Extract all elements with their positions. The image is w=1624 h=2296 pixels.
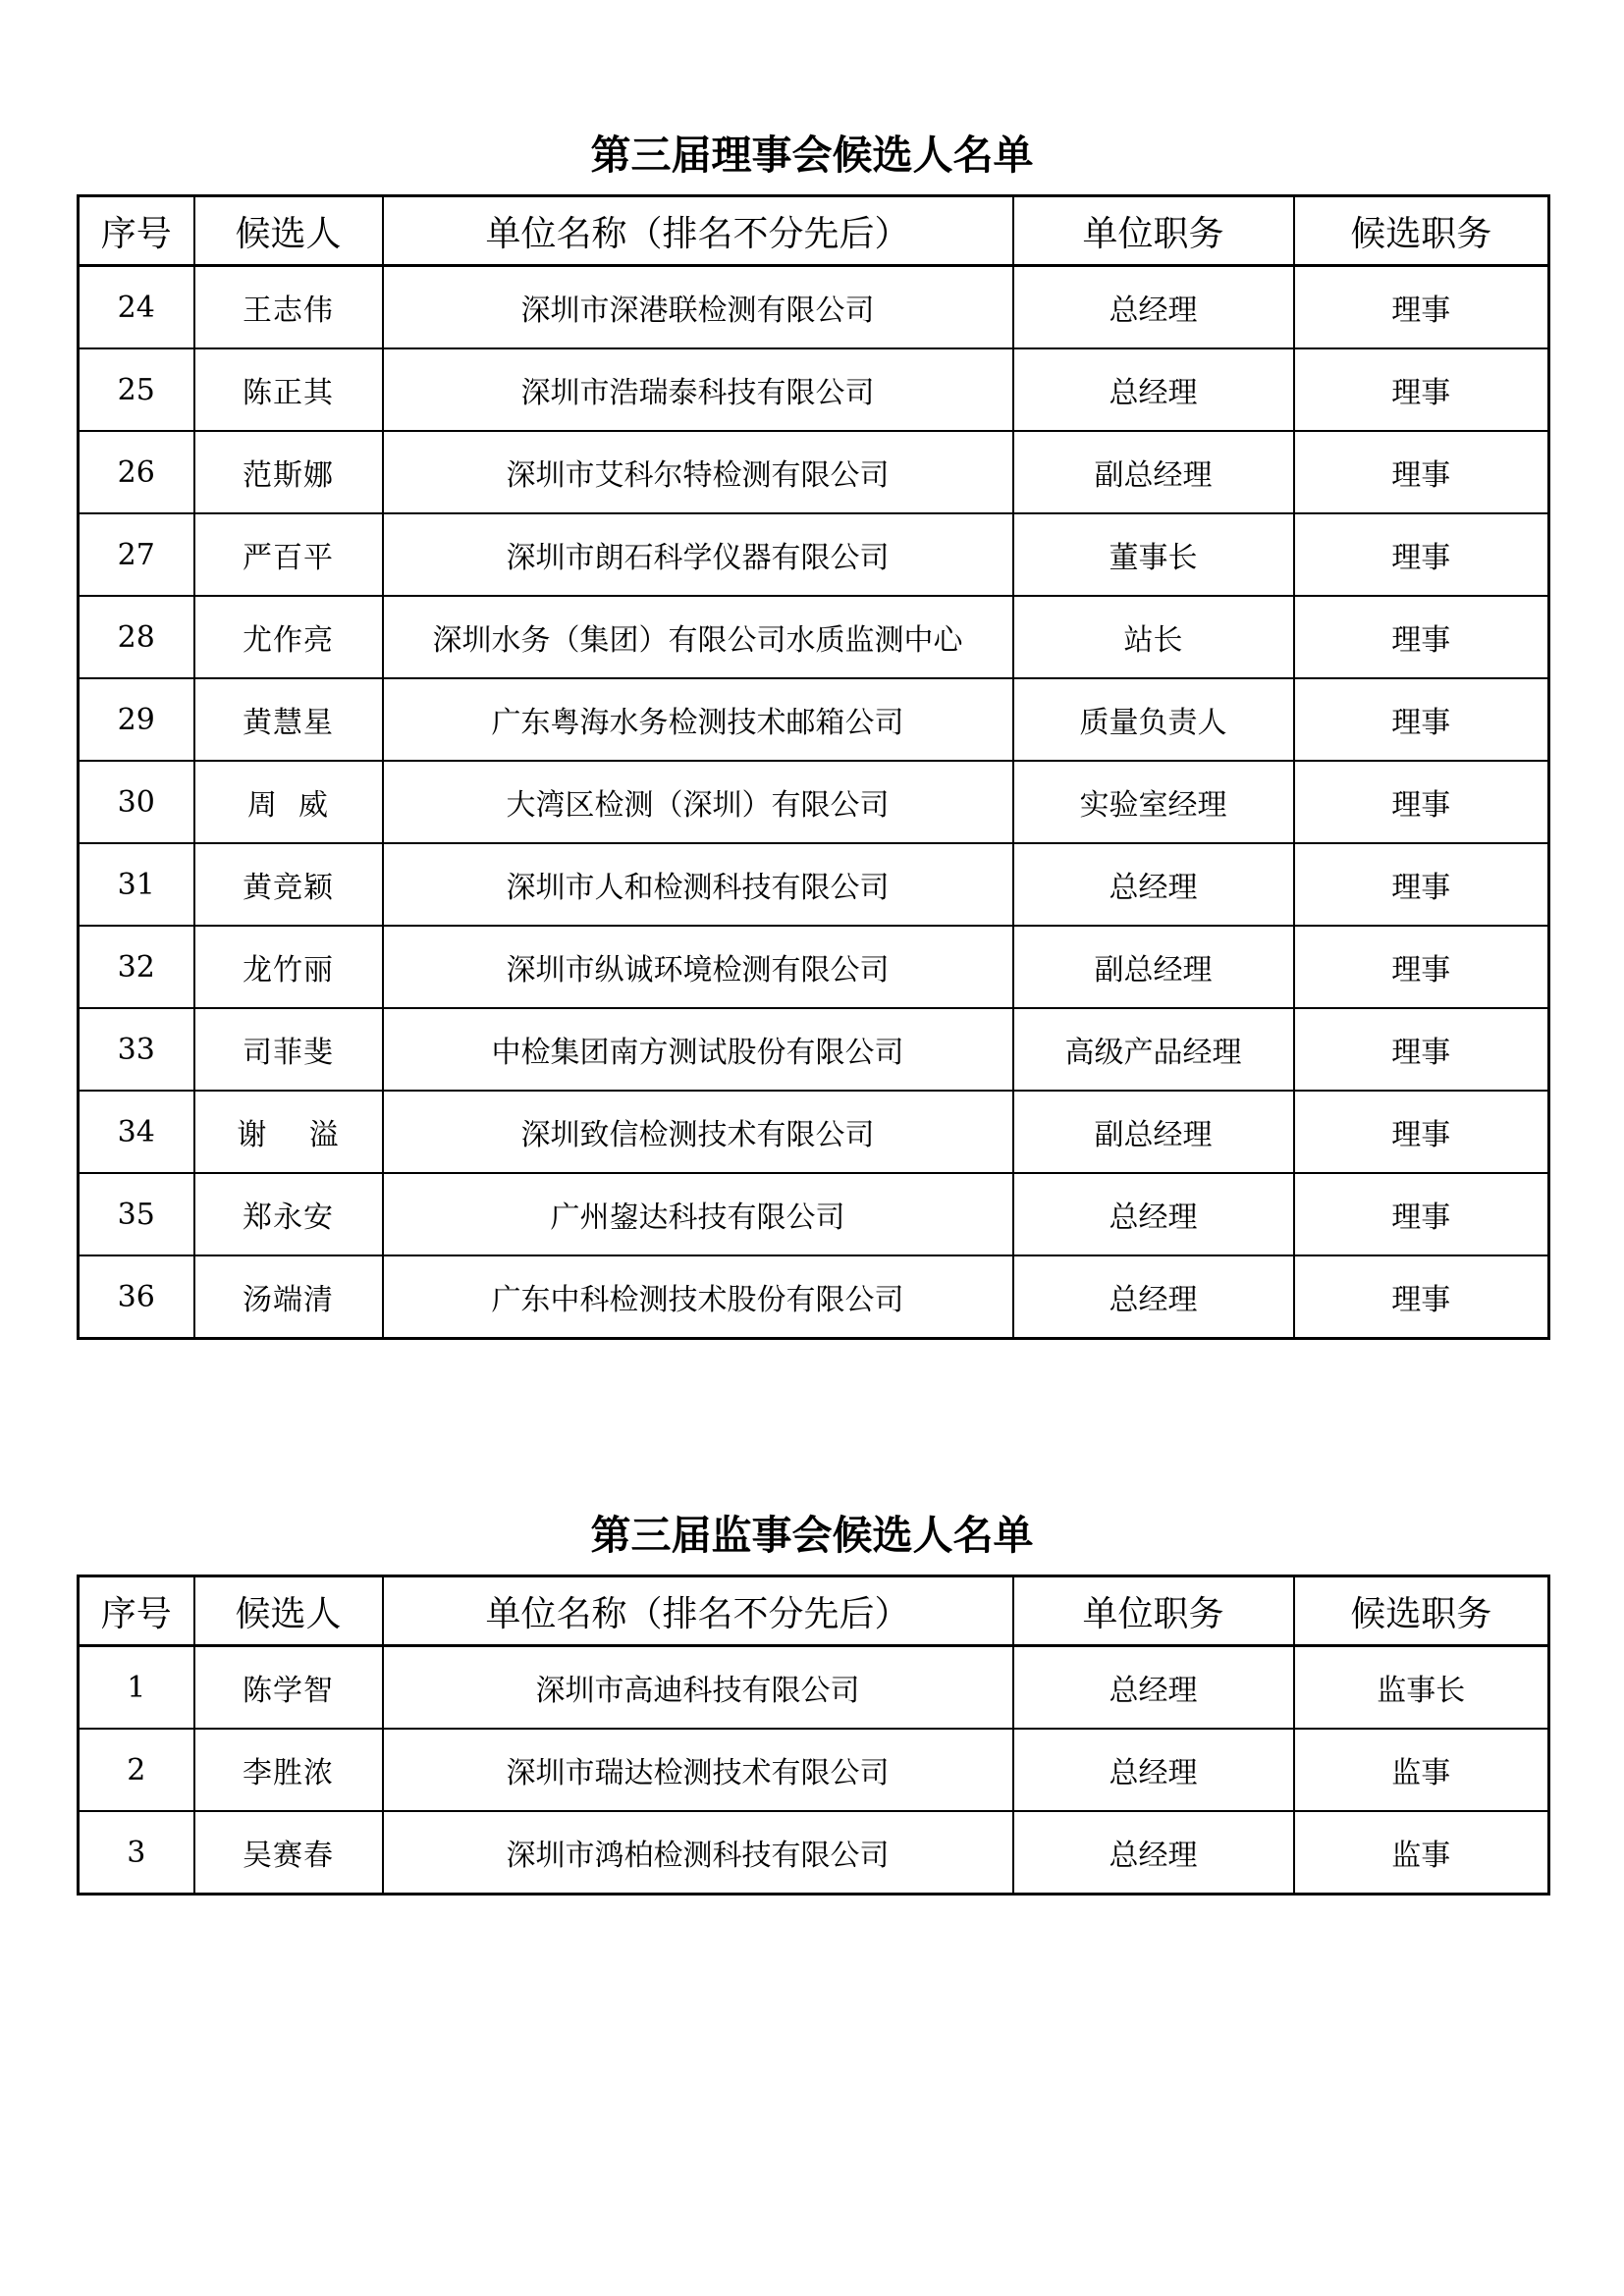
candidate-name: 司菲斐 xyxy=(194,1008,383,1091)
candidate-role: 理事 xyxy=(1294,266,1549,349)
header-organization: 单位名称（排名不分先后） xyxy=(383,1576,1013,1646)
organization-name: 深圳市高迪科技有限公司 xyxy=(383,1646,1013,1730)
table-row xyxy=(79,1646,1549,1730)
org-position: 总经理 xyxy=(1013,1255,1294,1339)
organization-name: 深圳市浩瑞泰科技有限公司 xyxy=(383,348,1013,431)
supervisory-board-list-title: 第三届监事会候选人名单 xyxy=(590,1512,1034,1559)
org-position: 副总经理 xyxy=(1013,1091,1294,1173)
candidate-role: 理事 xyxy=(1294,926,1549,1008)
organization-name: 深圳市深港联检测有限公司 xyxy=(383,266,1013,349)
candidate-role: 监事 xyxy=(1294,1811,1549,1895)
row-number: 30 xyxy=(79,761,194,843)
council-list-title: 第三届理事会候选人名单 xyxy=(590,132,1034,179)
candidate-name: 周 威 xyxy=(194,761,383,843)
organization-name: 广州鋆达科技有限公司 xyxy=(383,1173,1013,1255)
org-position: 副总经理 xyxy=(1013,926,1294,1008)
organization-name: 广东粤海水务检测技术邮箱公司 xyxy=(383,678,1013,761)
candidate-role: 理事 xyxy=(1294,1008,1549,1091)
header-organization: 单位名称（排名不分先后） xyxy=(383,196,1013,266)
row-number: 2 xyxy=(79,1729,194,1811)
header-number: 序号 xyxy=(79,196,194,266)
org-position: 董事长 xyxy=(1013,513,1294,596)
candidate-role: 理事 xyxy=(1294,513,1549,596)
organization-name: 深圳致信检测技术有限公司 xyxy=(383,1091,1013,1173)
org-position: 副总经理 xyxy=(1013,431,1294,513)
candidate-name: 王志伟 xyxy=(194,266,383,349)
candidate-name: 黄竞颖 xyxy=(194,843,383,926)
table-row xyxy=(79,1729,1549,1811)
row-number: 32 xyxy=(79,926,194,1008)
candidate-name: 谢 溢 xyxy=(194,1091,383,1173)
organization-name: 深圳市鸿柏检测科技有限公司 xyxy=(383,1811,1013,1895)
candidate-role: 理事 xyxy=(1294,1091,1549,1173)
candidate-role: 理事 xyxy=(1294,678,1549,761)
council-candidates-table xyxy=(77,194,1550,1340)
table-row xyxy=(79,596,1549,678)
table-header-row xyxy=(79,196,1549,266)
table-row xyxy=(79,761,1549,843)
header-org-position: 单位职务 xyxy=(1013,196,1294,266)
candidate-role: 理事 xyxy=(1294,1255,1549,1339)
supervisory-candidates-table xyxy=(77,1575,1550,1896)
candidate-role: 理事 xyxy=(1294,761,1549,843)
header-candidate: 候选人 xyxy=(194,196,383,266)
candidate-name: 严百平 xyxy=(194,513,383,596)
table-row xyxy=(79,348,1549,431)
org-position: 质量负责人 xyxy=(1013,678,1294,761)
row-number: 31 xyxy=(79,843,194,926)
header-candidate-role: 候选职务 xyxy=(1294,196,1549,266)
candidate-name: 陈学智 xyxy=(194,1646,383,1730)
organization-name: 中检集团南方测试股份有限公司 xyxy=(383,1008,1013,1091)
organization-name: 深圳市朗石科学仪器有限公司 xyxy=(383,513,1013,596)
header-org-position: 单位职务 xyxy=(1013,1576,1294,1646)
row-number: 35 xyxy=(79,1173,194,1255)
organization-name: 深圳市人和检测科技有限公司 xyxy=(383,843,1013,926)
row-number: 25 xyxy=(79,348,194,431)
header-candidate: 候选人 xyxy=(194,1576,383,1646)
table-row xyxy=(79,843,1549,926)
header-number: 序号 xyxy=(79,1576,194,1646)
candidate-name: 郑永安 xyxy=(194,1173,383,1255)
candidate-name: 范斯娜 xyxy=(194,431,383,513)
org-position: 总经理 xyxy=(1013,266,1294,349)
table-row xyxy=(79,266,1549,349)
candidate-role: 理事 xyxy=(1294,1173,1549,1255)
org-position: 站长 xyxy=(1013,596,1294,678)
table-row xyxy=(79,431,1549,513)
table-row xyxy=(79,1173,1549,1255)
org-position: 总经理 xyxy=(1013,1646,1294,1730)
organization-name: 深圳市瑞达检测技术有限公司 xyxy=(383,1729,1013,1811)
candidate-name: 陈正其 xyxy=(194,348,383,431)
org-position: 总经理 xyxy=(1013,1811,1294,1895)
organization-name: 深圳市艾科尔特检测有限公司 xyxy=(383,431,1013,513)
table-row xyxy=(79,513,1549,596)
org-position: 总经理 xyxy=(1013,348,1294,431)
table-header-row xyxy=(79,1576,1549,1646)
org-position: 高级产品经理 xyxy=(1013,1008,1294,1091)
row-number: 33 xyxy=(79,1008,194,1091)
organization-name: 深圳市纵诚环境检测有限公司 xyxy=(383,926,1013,1008)
table-row xyxy=(79,926,1549,1008)
row-number: 36 xyxy=(79,1255,194,1339)
table-row xyxy=(79,1255,1549,1339)
candidate-role: 监事 xyxy=(1294,1729,1549,1811)
candidate-role: 理事 xyxy=(1294,431,1549,513)
candidate-role: 理事 xyxy=(1294,843,1549,926)
candidate-role: 理事 xyxy=(1294,348,1549,431)
row-number: 1 xyxy=(79,1646,194,1730)
org-position: 总经理 xyxy=(1013,1173,1294,1255)
org-position: 实验室经理 xyxy=(1013,761,1294,843)
candidate-name: 龙竹丽 xyxy=(194,926,383,1008)
row-number: 26 xyxy=(79,431,194,513)
org-position: 总经理 xyxy=(1013,1729,1294,1811)
row-number: 34 xyxy=(79,1091,194,1173)
row-number: 29 xyxy=(79,678,194,761)
org-position: 总经理 xyxy=(1013,843,1294,926)
candidate-name: 吴赛春 xyxy=(194,1811,383,1895)
candidate-role: 理事 xyxy=(1294,596,1549,678)
candidate-name: 尤作亮 xyxy=(194,596,383,678)
candidate-name: 黄慧星 xyxy=(194,678,383,761)
organization-name: 深圳水务（集团）有限公司水质监测中心 xyxy=(383,596,1013,678)
row-number: 27 xyxy=(79,513,194,596)
row-number: 28 xyxy=(79,596,194,678)
row-number: 24 xyxy=(79,266,194,349)
table-row xyxy=(79,1811,1549,1895)
candidate-role: 监事长 xyxy=(1294,1646,1549,1730)
row-number: 3 xyxy=(79,1811,194,1895)
organization-name: 大湾区检测（深圳）有限公司 xyxy=(383,761,1013,843)
table-row xyxy=(79,1091,1549,1173)
candidate-name: 李胜浓 xyxy=(194,1729,383,1811)
table-row xyxy=(79,1008,1549,1091)
candidate-name: 汤端清 xyxy=(194,1255,383,1339)
organization-name: 广东中科检测技术股份有限公司 xyxy=(383,1255,1013,1339)
header-candidate-role: 候选职务 xyxy=(1294,1576,1549,1646)
table-row xyxy=(79,678,1549,761)
